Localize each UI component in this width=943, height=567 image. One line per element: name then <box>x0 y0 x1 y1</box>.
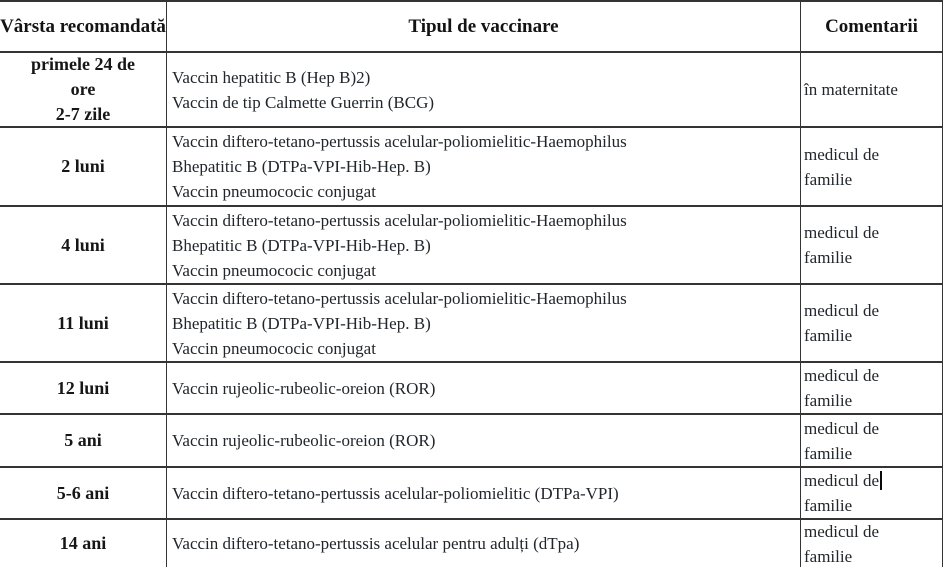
age-cell[interactable] <box>0 520 166 567</box>
text-line <box>57 376 110 401</box>
column-header-age-label: Vârsta recomandată <box>0 16 166 37</box>
text-line-content: Vaccin pneumococic conjugat <box>172 182 376 201</box>
vaccine-cell[interactable] <box>166 285 800 361</box>
comment-cell[interactable] <box>800 415 943 466</box>
text-line-content: medicul de <box>804 366 880 385</box>
text-line <box>804 468 942 493</box>
text-line <box>804 245 942 270</box>
text-line <box>172 311 800 336</box>
table-body <box>0 53 943 567</box>
text-line <box>804 220 942 245</box>
text-line <box>804 363 942 388</box>
table-row <box>0 415 943 468</box>
text-line <box>804 142 942 167</box>
age-cell[interactable] <box>0 415 166 466</box>
text-line-content: ore <box>70 79 96 99</box>
text-line-content: familie <box>804 496 853 515</box>
comment-cell[interactable] <box>800 285 943 361</box>
table-row <box>0 363 943 415</box>
column-header-comments <box>800 2 943 51</box>
text-line <box>172 428 800 453</box>
vaccine-cell[interactable] <box>166 128 800 205</box>
text-line-content: 14 ani <box>59 533 107 553</box>
age-cell[interactable] <box>0 207 166 283</box>
text-line <box>71 77 96 102</box>
text-line <box>172 208 800 233</box>
table-row <box>0 207 943 285</box>
text-line <box>31 53 135 77</box>
comment-cell[interactable] <box>800 468 943 518</box>
text-line-content: Vaccin rujeolic-rubeolic-oreion (ROR) <box>172 378 436 398</box>
text-line-content: 5 ani <box>64 430 102 450</box>
vaccine-cell[interactable] <box>166 468 800 518</box>
text-line-content: Vaccin diftero-tetano-pertussis acelular-poliomielitic (DTPa-VPI) <box>172 483 619 503</box>
text-line-content: Bhepatitic B (DTPa-VPI-Hib-Hep. B) <box>172 313 431 333</box>
text-line-content: Vaccin hepatitic B (Hep B)2) <box>172 67 371 87</box>
column-header-comments-label: Comentarii <box>825 16 918 37</box>
text-line <box>804 416 942 441</box>
text-line <box>804 544 942 567</box>
age-cell[interactable] <box>0 128 166 205</box>
text-line-content: 4 luni <box>61 234 105 255</box>
text-cursor <box>880 471 882 490</box>
text-line-content: medicul de <box>804 223 880 242</box>
comment-cell[interactable] <box>800 207 943 283</box>
table-row <box>0 468 943 520</box>
text-line-content: familie <box>804 248 853 267</box>
text-line-content: Vaccin diftero-tetano-pertussis acelular pentru adulți (dTpa) <box>172 534 580 553</box>
text-line <box>60 531 107 556</box>
text-line <box>172 336 800 361</box>
vaccine-cell[interactable] <box>166 415 800 466</box>
text-line-content: medicul de <box>804 301 880 320</box>
text-line-content: medicul de <box>804 521 880 541</box>
text-line-content: 2-7 zile <box>55 104 111 124</box>
column-header-vaccine-type-label: Tipul de vaccinare <box>408 16 559 37</box>
text-line <box>172 481 800 506</box>
vaccine-cell[interactable] <box>166 53 800 126</box>
text-line-content: familie <box>804 326 853 345</box>
table-row <box>0 285 943 363</box>
text-line-content: familie <box>804 169 853 189</box>
text-line-content: 5-6 ani <box>56 482 110 503</box>
text-line <box>64 428 102 453</box>
age-cell[interactable] <box>0 285 166 361</box>
text-line <box>804 388 942 413</box>
text-line <box>804 441 942 466</box>
vaccine-cell[interactable] <box>166 207 800 283</box>
text-line <box>172 179 800 204</box>
table-header-row <box>0 2 943 53</box>
text-line <box>172 233 800 258</box>
text-line <box>804 493 942 518</box>
table-row <box>0 520 943 567</box>
text-line-content: familie <box>804 443 853 463</box>
text-line <box>172 154 800 179</box>
age-cell[interactable] <box>0 468 166 518</box>
text-line-content: Bhepatitic B (DTPa-VPI-Hib-Hep. B) <box>172 235 431 255</box>
text-line <box>804 77 942 102</box>
text-line <box>61 233 105 258</box>
text-line <box>172 65 800 90</box>
text-line <box>172 129 800 154</box>
text-line-content: Vaccin rujeolic-rubeolic-oreion (ROR) <box>172 431 436 450</box>
text-line <box>56 102 110 126</box>
comment-cell[interactable] <box>800 363 943 413</box>
text-line <box>804 298 942 323</box>
text-line-content: familie <box>804 391 853 410</box>
text-line <box>61 154 105 179</box>
text-line <box>172 258 800 283</box>
vaccine-cell[interactable] <box>166 520 800 567</box>
text-line-content: familie <box>804 546 853 566</box>
column-header-vaccine-type <box>166 2 800 51</box>
text-line <box>804 520 942 544</box>
text-line <box>172 286 800 311</box>
text-line-content: Bhepatitic B (DTPa-VPI-Hib-Hep. B) <box>172 157 431 176</box>
age-cell[interactable] <box>0 53 166 126</box>
text-line-content: medicul de <box>804 418 880 438</box>
text-line <box>804 323 942 348</box>
text-line-content: medicul de <box>804 471 880 490</box>
text-line-content: Vaccin diftero-tetano-pertussis acelular-poliomielitic-Haemophilus <box>172 288 627 308</box>
text-line <box>172 90 800 115</box>
text-line-content: primele 24 de <box>31 54 135 74</box>
text-line-content: Vaccin de tip Calmette Guerrin (BCG) <box>172 92 435 112</box>
comment-cell[interactable] <box>800 53 943 126</box>
text-line-content: 2 luni <box>61 156 105 176</box>
comment-cell[interactable] <box>800 128 943 205</box>
text-line-content: Vaccin pneumococic conjugat <box>172 260 376 280</box>
text-line-content: 12 luni <box>56 377 110 398</box>
text-line-content: 11 luni <box>57 312 109 333</box>
vaccine-cell[interactable] <box>166 363 800 413</box>
text-line-content: medicul de <box>804 144 880 164</box>
text-line <box>172 531 800 556</box>
comment-cell[interactable] <box>800 520 943 567</box>
age-cell[interactable] <box>0 363 166 413</box>
text-line-content: Vaccin diftero-tetano-pertussis acelular-poliomielitic-Haemophilus <box>172 132 627 151</box>
table-row <box>0 128 943 207</box>
text-line <box>57 311 109 336</box>
text-line-content: Vaccin pneumococic conjugat <box>172 338 376 358</box>
text-line-content: în maternitate <box>804 80 898 99</box>
text-line <box>57 481 110 506</box>
table-row <box>0 53 943 128</box>
text-line <box>172 376 800 401</box>
text-line-content: Vaccin diftero-tetano-pertussis acelular-poliomielitic-Haemophilus <box>172 210 627 230</box>
column-header-age <box>0 2 166 51</box>
text-line <box>804 167 942 192</box>
